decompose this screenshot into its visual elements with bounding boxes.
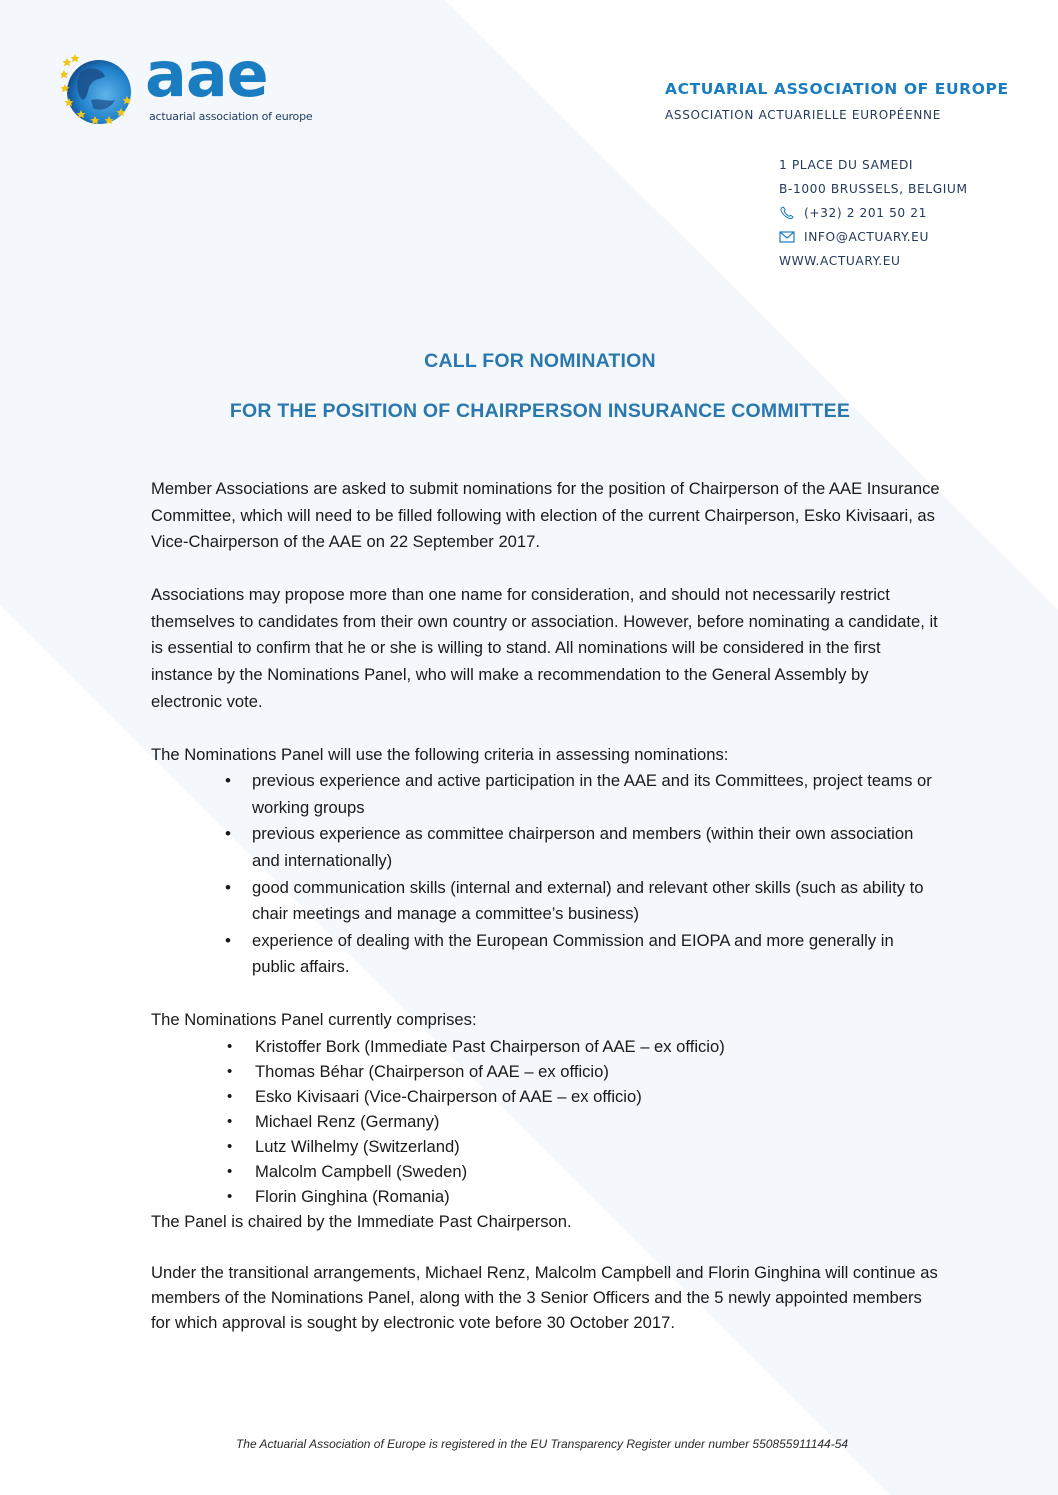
panel-member-item: • Esko Kivisaari (Vice-Chairperson of AAE – ex officio) <box>255 1084 941 1109</box>
footer-register-note: The Actuarial Association of Europe is registered in the EU Transparency Register under number 550855911144-54 <box>235 1437 849 1451</box>
intro-paragraph: Member Associations are asked to submit nominations for the position of Chairperson of the AAE Insurance Committee, which will need to be filled following with election of the current Chairperson, Esko Kivisaari, as Vice-Chairperson of the AAE on 22 September 2017. <box>151 479 940 552</box>
panel-chair-note: The Panel is chaired by the Immediate Past Chairperson. <box>151 1211 572 1231</box>
contact-address-block <box>779 153 968 273</box>
criteria-list <box>151 768 941 981</box>
logo-tagline: actuarial association of europe <box>149 110 313 123</box>
transitional-paragraph: Under the transitional arrangements, Michael Renz, Malcolm Campbell and Florin Ginghina will continue as members of the Nominations Panel, along with the 3 Senior Officers and the 5 newly appointed members for which approval is sought by electronic vote before 30 October 2017. <box>151 1263 938 1333</box>
address-street-text: 1 PLACE DU SAMEDI <box>779 158 914 172</box>
address-city <box>779 177 968 201</box>
panel-member-item: • Michael Renz (Germany) <box>255 1109 941 1134</box>
criteria-item: • good communication skills (internal and external) and relevant other skills (such as ability to chair meetings and manage a committee’s business) <box>252 875 941 928</box>
document-subtitle: FOR THE POSITION OF CHAIRPERSON INSURANCE COMMITTEE <box>229 400 851 422</box>
website-link[interactable] <box>779 249 968 273</box>
panel-members-list <box>151 1034 941 1209</box>
organization-name-french: ASSOCIATION ACTUARIELLE EUROPÉENNE <box>665 108 941 122</box>
phone-icon <box>779 206 795 220</box>
document-body <box>151 476 941 1362</box>
contact-phone-text: (+32) 2 201 50 21 <box>804 206 927 220</box>
panel-member-item: • Lutz Wilhelmy (Switzerland) <box>255 1134 941 1159</box>
aae-logo <box>55 38 315 130</box>
document-title: CALL FOR NOMINATION <box>424 350 656 372</box>
panel-member-item: • Malcolm Campbell (Sweden) <box>255 1159 941 1184</box>
contact-email-link[interactable] <box>779 225 968 249</box>
organization-name: ACTUARIAL ASSOCIATION OF EUROPE <box>665 80 1009 98</box>
panel-member-item: • Thomas Béhar (Chairperson of AAE – ex officio) <box>255 1059 941 1084</box>
criteria-item: • previous experience as committee chairperson and members (within their own association and internationally) <box>252 821 941 874</box>
logo-wordmark: aae <box>145 38 268 111</box>
criteria-item: • experience of dealing with the European Commission and EIOPA and more generally in public affairs. <box>252 928 941 981</box>
associations-paragraph: Associations may propose more than one name for consideration, and should not necessarily restrict themselves to candidates from their own country or association. However, before nominating a candidate, it is essential to confirm that he or she is willing to stand. All nominations will be considered in the first instance by the Nominations Panel, who will make a recommendation to the General Assembly by electronic vote. <box>151 585 938 711</box>
envelope-icon <box>779 230 795 244</box>
address-city-text: B-1000 BRUSSELS, BELGIUM <box>779 182 968 196</box>
panel-intro: The Nominations Panel currently comprises: <box>151 1010 477 1030</box>
address-street <box>779 153 968 177</box>
website-text: WWW.ACTUARY.EU <box>779 254 901 268</box>
panel-member-item: • Florin Ginghina (Romania) <box>255 1184 941 1209</box>
criteria-intro: The Nominations Panel will use the following criteria in assessing nominations: <box>151 744 729 764</box>
globe-stars-logo-icon <box>61 54 133 126</box>
contact-email-text: INFO@ACTUARY.EU <box>804 230 929 244</box>
panel-member-item: • Kristoffer Bork (Immediate Past Chairperson of AAE – ex officio) <box>255 1034 941 1059</box>
criteria-item: • previous experience and active participation in the AAE and its Committees, project teams or working groups <box>252 768 941 821</box>
contact-phone[interactable] <box>779 201 968 225</box>
